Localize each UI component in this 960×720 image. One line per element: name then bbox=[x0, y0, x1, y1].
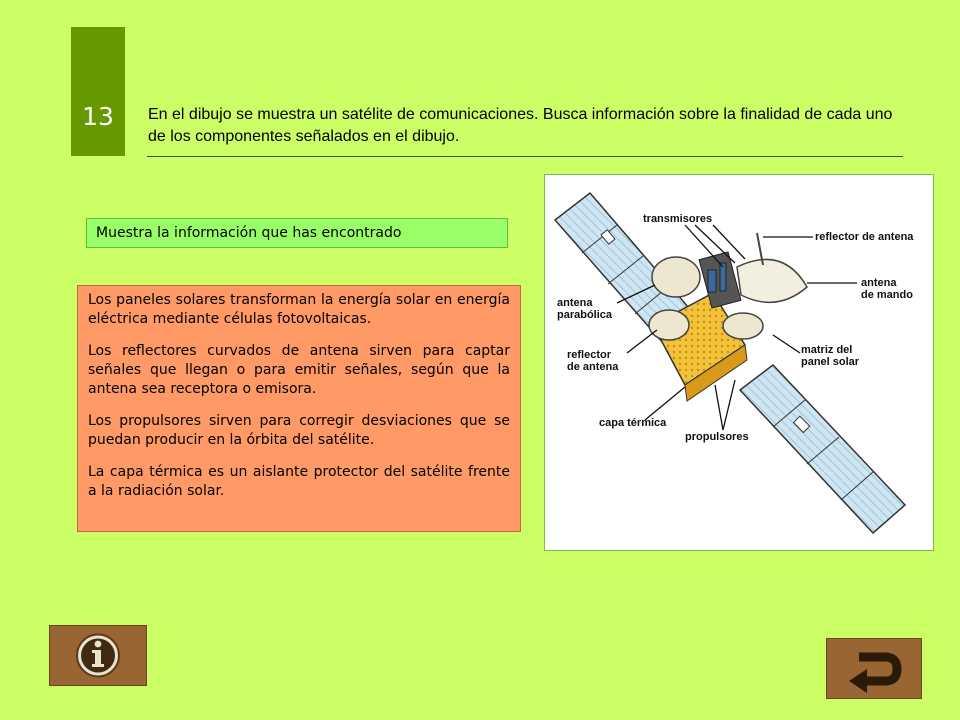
label-capa-termica: capa térmica bbox=[599, 417, 667, 429]
label-reflector-antena-top: reflector de antena bbox=[815, 231, 914, 243]
label-transmisores: transmisores bbox=[643, 213, 713, 225]
label-antena-parabolica: antena parabólica bbox=[557, 297, 613, 321]
answer-box bbox=[77, 285, 521, 532]
activity-number-block bbox=[71, 27, 125, 156]
prompt-label: Muestra la información que has encontrado bbox=[86, 218, 508, 248]
question-text: En el dibujo se muestra un satélite de comunicaciones. Busca información sobre la finalidad de cada uno de los componentes señalados en el dibujo. bbox=[148, 106, 893, 145]
solar-panel-lower bbox=[740, 365, 905, 533]
info-button[interactable] bbox=[49, 625, 147, 686]
label-reflector-antena-left: reflector de antena bbox=[567, 349, 619, 373]
satellite-figure bbox=[544, 174, 934, 551]
label-matriz-panel-solar: matriz del panel solar bbox=[801, 344, 860, 368]
question-divider bbox=[147, 156, 903, 157]
label-antena-de-mando: antena de mando bbox=[861, 277, 913, 301]
answer-paragraph: Los reflectores curvados de antena sirven para captar señales que llegan o para emitir señales, según que la antena sea receptora o emisora. bbox=[88, 343, 510, 397]
answer-paragraph: Los propulsores sirven para corregir desviaciones que se puedan producir en la órbita del satélite. bbox=[88, 413, 510, 448]
info-icon bbox=[50, 626, 146, 685]
answer-paragraph: Los paneles solares transforman la energía solar en energía eléctrica mediante células fotovoltaicas. bbox=[88, 292, 510, 327]
answer-paragraph: La capa térmica es un aislante protector del satélite frente a la radiación solar. bbox=[88, 464, 510, 499]
back-button[interactable] bbox=[826, 638, 922, 699]
return-arrow-icon bbox=[827, 639, 921, 698]
label-propulsores: propulsores bbox=[685, 431, 749, 443]
activity-number: 13 bbox=[82, 102, 114, 131]
